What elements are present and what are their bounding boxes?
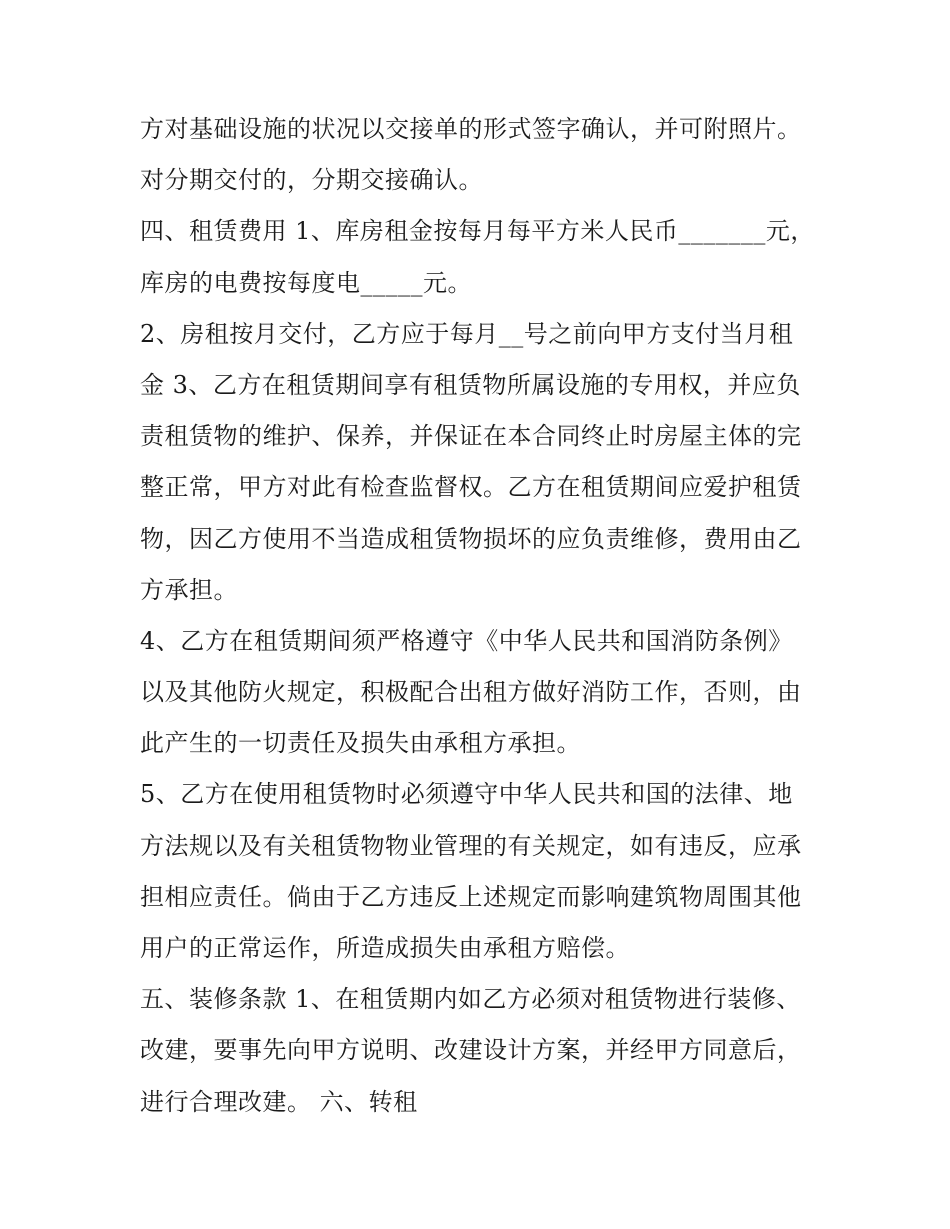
text-line: 2、房租按月交付，乙方应于每月__号之前向甲方支付当月租 bbox=[140, 319, 794, 348]
text-line: 进行合理改建。 六、转租 bbox=[140, 1087, 418, 1116]
text-line: 四、租赁费用 1、库房租金按每月每平方米人民币_______元， bbox=[140, 217, 815, 246]
document-body bbox=[140, 104, 815, 1128]
text-line: 方对基础设施的状况以交接单的形式签字确认，并可附照片。 bbox=[140, 115, 802, 143]
text-line: 方法规以及有关租赁物物业管理的有关规定，如有违反，应承 bbox=[140, 831, 802, 860]
text-line: 以及其他防火规定，积极配合出租方做好消防工作，否则，由 bbox=[140, 678, 802, 707]
text-line: 方承担。 bbox=[140, 575, 238, 604]
text-line: 4、乙方在租赁期间须严格遵守《中华人民共和国消防条例》 bbox=[140, 626, 793, 655]
text-line: 库房的电费按每度电_____元。 bbox=[140, 268, 472, 297]
text-line: 改建，要事先向甲方说明、改建设计方案，并经甲方同意后， bbox=[140, 1036, 802, 1065]
text-line: 五、装修条款 1、在租赁期内如乙方必须对租赁物进行装修、 bbox=[140, 985, 801, 1014]
text-line: 此产生的一切责任及损失由承租方承担。 bbox=[140, 729, 581, 758]
text-line: 用户的正常运作，所造成损失由承租方赔偿。 bbox=[140, 934, 630, 962]
text-line: 金 3、乙方在租赁期间享有租赁物所属设施的专用权，并应负 bbox=[140, 370, 801, 399]
text-line: 对分期交付的，分期交接确认。 bbox=[140, 166, 483, 195]
text-line: 整正常，甲方对此有检查监督权。乙方在租赁期间应爱护租赁 bbox=[140, 473, 802, 502]
text-line: 责租赁物的维护、保养，并保证在本合同终止时房屋主体的完 bbox=[140, 422, 802, 451]
text-line: 担相应责任。倘由于乙方违反上述规定而影响建筑物周围其他 bbox=[140, 882, 802, 911]
text-line: 5、乙方在使用租赁物时必须遵守中华人民共和国的法律、地 bbox=[140, 780, 793, 809]
text-line: 物，因乙方使用不当造成租赁物损坏的应负责维修，费用由乙 bbox=[140, 524, 802, 553]
